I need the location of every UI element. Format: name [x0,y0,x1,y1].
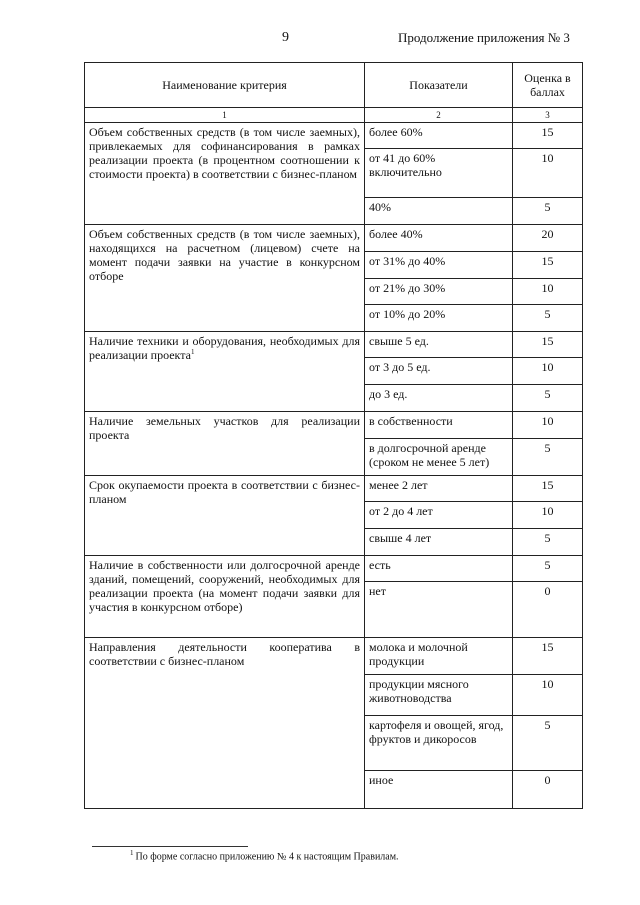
criterion-text: Наличие земельных участков для реализации проекта [89,414,360,443]
score-cell: 5 [513,385,583,412]
indicator-cell: в долгосрочной аренде (сроком не менее 5 лет) [365,439,513,476]
score-cell: 15 [513,638,583,675]
score-cell: 10 [513,412,583,439]
indicator-cell: нет [365,582,513,638]
column-header: Оценка в баллах [513,63,583,108]
score-cell: 15 [513,123,583,149]
score-cell: 10 [513,675,583,716]
footnote-mark: 1 [130,849,134,857]
score-cell: 10 [513,279,583,305]
criterion-name [85,412,365,476]
criterion-name [85,638,365,809]
score-cell: 15 [513,476,583,502]
criterion-text: Объем собственных средств (в том числе заемных), привлекаемых для софинансирования в рамках реализации проекта (в процентном соотношении к стоимости проекта) в соответствии с бизнес-планом [89,125,360,182]
score-cell: 0 [513,582,583,638]
indicator-cell: в собственности [365,412,513,439]
criterion-name [85,476,365,556]
criterion-text: Срок окупаемости проекта в соответствии с бизнес-планом [89,478,360,507]
score-cell: 15 [513,332,583,358]
score-cell: 5 [513,529,583,556]
indicator-cell: более 40% [365,225,513,252]
score-cell: 5 [513,439,583,476]
criterion-name [85,556,365,638]
score-cell: 15 [513,252,583,279]
indicator-cell: от 10% до 20% [365,305,513,332]
indicator-cell: картофеля и овощей, ягод, фруктов и дикоросов [365,716,513,771]
footnote-mark: 1 [190,348,195,357]
criteria-row [85,556,583,582]
score-cell: 10 [513,149,583,198]
continuation-label: Продолжение приложения № 3 [398,30,570,45]
criterion-name [85,123,365,225]
criteria-row [85,638,583,675]
criteria-row [85,476,583,502]
score-cell: 5 [513,198,583,225]
footnote [130,849,399,862]
indicator-cell: молока и молочной продукции [365,638,513,675]
header-row [85,63,583,108]
indicator-cell: свыше 4 лет [365,529,513,556]
footnote-divider [92,846,248,847]
score-cell: 10 [513,502,583,529]
criteria-row [85,225,583,252]
criterion-name [85,225,365,332]
score-cell: 20 [513,225,583,252]
score-cell: 5 [513,716,583,771]
criterion-text: Наличие в собственности или долгосрочной аренде зданий, помещений, сооружений, необходимых для реализации проекта (на момент подачи заявки для участия в конкурсном отборе) [89,558,360,615]
column-number: 1 [85,108,365,123]
indicator-cell: от 21% до 30% [365,279,513,305]
criterion-text: Наличие техники и оборудования, необходимых для реализации проекта [89,334,360,363]
indicator-cell: более 60% [365,123,513,149]
criteria-table [84,62,583,809]
page-number: 9 [282,30,289,45]
score-cell: 0 [513,771,583,809]
indicator-cell: от 31% до 40% [365,252,513,279]
indicator-cell: от 3 до 5 ед. [365,358,513,385]
score-cell: 5 [513,556,583,582]
criteria-row [85,412,583,439]
score-cell: 5 [513,305,583,332]
indicator-cell: от 2 до 4 лет [365,502,513,529]
column-number-row [85,108,583,123]
indicator-cell: менее 2 лет [365,476,513,502]
footnote-text: По форме согласно приложению № 4 к настоящим Правилам. [135,851,399,863]
indicator-cell: 40% [365,198,513,225]
indicator-cell: до 3 ед. [365,385,513,412]
column-number: 2 [365,108,513,123]
indicator-cell: есть [365,556,513,582]
criteria-row [85,332,583,358]
indicator-cell: от 41 до 60% включительно [365,149,513,198]
criterion-text: Направления деятельности кооператива в соответствии с бизнес-планом [89,640,360,669]
column-number: 3 [513,108,583,123]
indicator-cell: иное [365,771,513,809]
criterion-text: Объем собственных средств (в том числе заемных), находящихся на расчетном (лицевом) счете на момент подачи заявки на участие в конкурсном отборе [89,227,360,284]
column-header: Наименование критерия [85,63,365,108]
column-header: Показатели [365,63,513,108]
indicator-cell: свыше 5 ед. [365,332,513,358]
score-cell: 10 [513,358,583,385]
criterion-name [85,332,365,412]
criteria-row [85,123,583,149]
indicator-cell: продукции мясного животноводства [365,675,513,716]
